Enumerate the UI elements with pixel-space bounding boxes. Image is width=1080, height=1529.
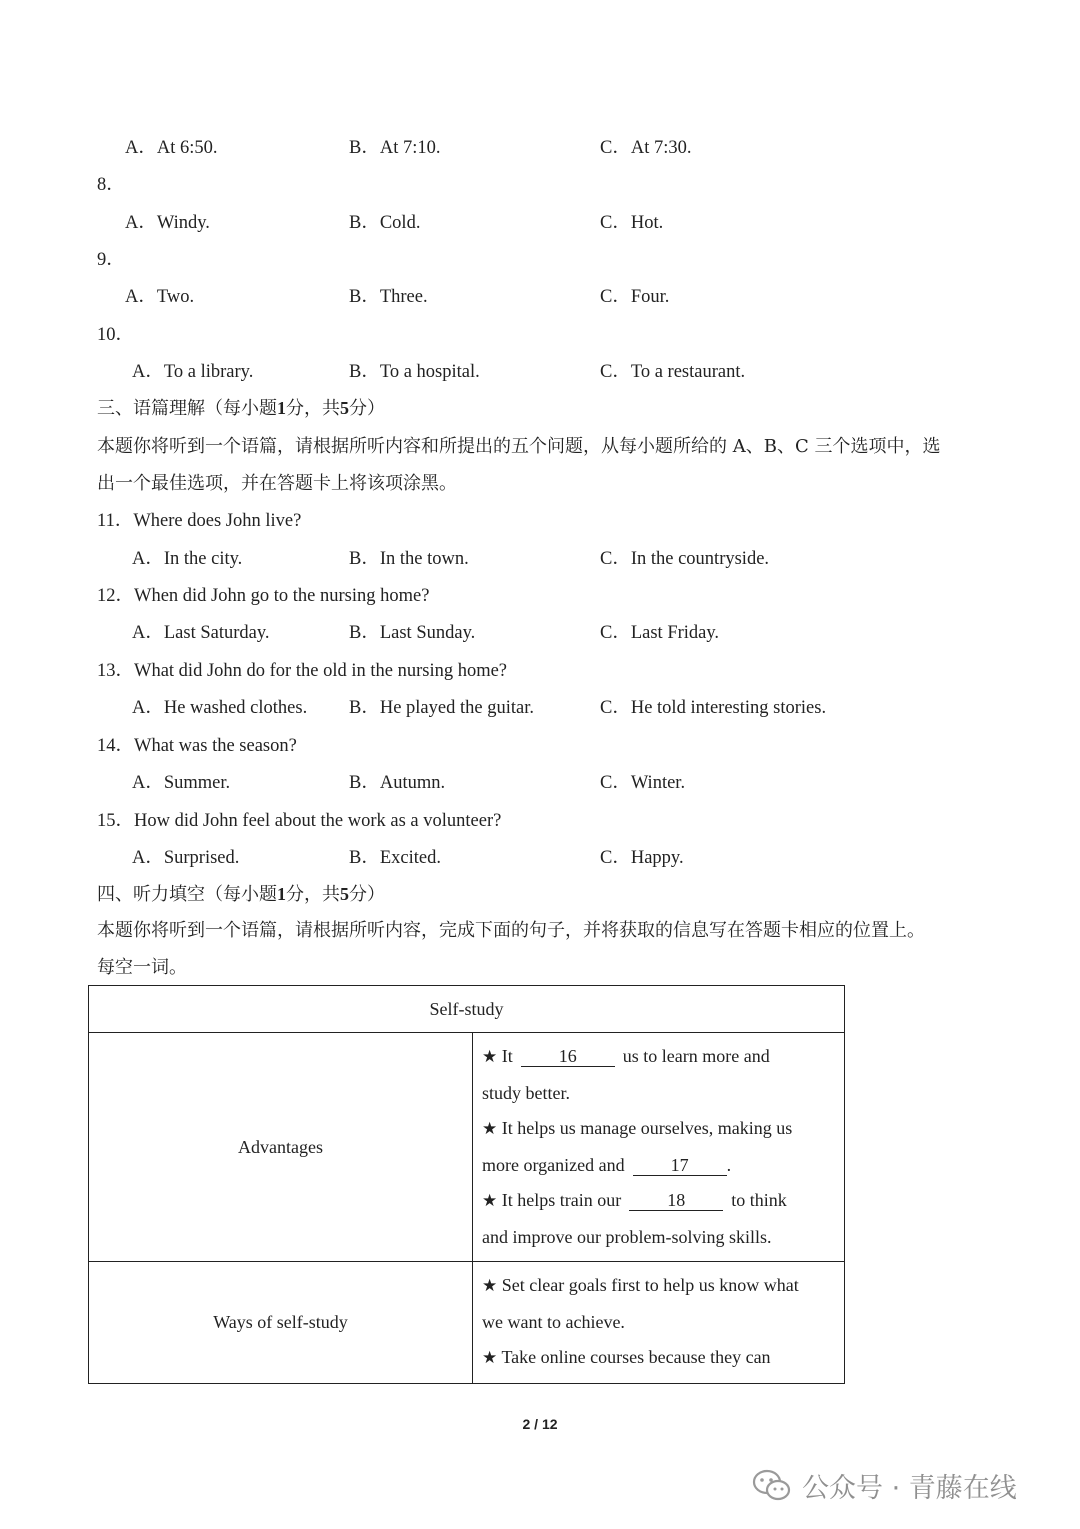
watermark <box>752 1466 1017 1505</box>
ways-content: ★ Set clear goals first to help us know what we want to achieve. ★ Take online courses because they can <box>473 1262 845 1384</box>
q10-option-b: B．To a hospital. <box>349 362 480 382</box>
q11-option-a: A．In the city. <box>132 549 243 569</box>
section3-title: 三、语篇理解（每小题1分，共5分） <box>97 398 385 419</box>
page-number: 2 / 12 <box>522 1416 558 1432</box>
blank-17: 17 <box>633 1155 727 1176</box>
section4-title: 四、听力填空（每小题1分，共5分） <box>97 884 385 905</box>
q9-option-a: A．Two. <box>125 287 195 307</box>
advantages-content: ★ It 16 us to learn more and study better. ★ It helps us manage ourselves, making us more organized and 17 . ★ It helps train our 18 to think and improve our problem-solving skills. <box>473 1033 845 1262</box>
q13-option-c: C．He told interesting stories. <box>600 698 827 718</box>
q15-option-c: C．Happy. <box>600 848 684 868</box>
ways-label: Ways of self-study <box>89 1262 473 1384</box>
table-header: Self-study <box>89 986 845 1033</box>
q8-option-b: B．Cold. <box>349 213 421 233</box>
q8-option-a: A．Windy. <box>125 213 210 233</box>
section4-instruction-line1: 本题你将听到一个语篇，请根据所听内容，完成下面的句子，并将获取的信息写在答题卡相应的位置上。 <box>97 920 925 941</box>
watermark-text: 公众号 · 青藤在线 <box>802 1473 1017 1504</box>
q12-option-b: B．Last Sunday. <box>349 623 476 643</box>
wechat-icon <box>752 1469 792 1503</box>
q13-option-b: B．He played the guitar. <box>349 698 534 718</box>
q9-option-c: C．Four. <box>600 287 670 307</box>
q8-number: 8． <box>97 175 125 195</box>
q13-option-a: A．He washed clothes. <box>132 698 308 718</box>
q12-stem: 12．When did John go to the nursing home? <box>97 586 430 606</box>
blank-16: 16 <box>521 1046 615 1067</box>
q9-option-b: B．Three. <box>349 287 428 307</box>
q15-stem: 15．How did John feel about the work as a volunteer? <box>97 811 502 831</box>
q15-option-a: A．Surprised. <box>132 848 240 868</box>
q10-number: 10． <box>97 325 135 345</box>
q14-stem: 14．What was the season? <box>97 736 297 756</box>
q7-option-c: C．At 7:30. <box>600 138 692 158</box>
q11-stem: 11．Where does John live? <box>97 511 302 531</box>
q12-option-a: A．Last Saturday. <box>132 623 270 643</box>
section3-instruction-line1: 本题你将听到一个语篇，请根据所听内容和所提出的五个问题，从每小题所给的 A、B、C 三个选项中，选 <box>97 436 941 457</box>
advantages-label: Advantages <box>89 1033 473 1262</box>
section4-instruction-line2: 每空一词。 <box>97 957 187 978</box>
q11-option-c: C．In the countryside. <box>600 549 770 569</box>
q13-stem: 13．What did John do for the old in the nursing home? <box>97 661 508 681</box>
q15-option-b: B．Excited. <box>349 848 441 868</box>
q14-option-a: A．Summer. <box>132 773 231 793</box>
star-icon: ★ <box>482 1047 498 1067</box>
q7-option-a: A．At 6:50. <box>125 138 218 158</box>
self-study-table <box>88 985 845 1384</box>
star-icon: ★ <box>482 1119 498 1139</box>
q14-option-c: C．Winter. <box>600 773 686 793</box>
q14-option-b: B．Autumn. <box>349 773 446 793</box>
star-icon: ★ <box>482 1191 498 1211</box>
q8-option-c: C．Hot. <box>600 213 664 233</box>
star-icon: ★ <box>482 1348 498 1369</box>
q9-number: 9． <box>97 250 125 270</box>
star-icon: ★ <box>482 1276 498 1297</box>
blank-18: 18 <box>629 1190 723 1211</box>
q12-option-c: C．Last Friday. <box>600 623 720 643</box>
q11-option-b: B．In the town. <box>349 549 469 569</box>
q10-option-c: C．To a restaurant. <box>600 362 746 382</box>
section3-instruction-line2: 出一个最佳选项，并在答题卡上将该项涂黑。 <box>97 473 457 494</box>
q10-option-a: A．To a library. <box>132 362 254 382</box>
q7-option-b: B．At 7:10. <box>349 138 441 158</box>
